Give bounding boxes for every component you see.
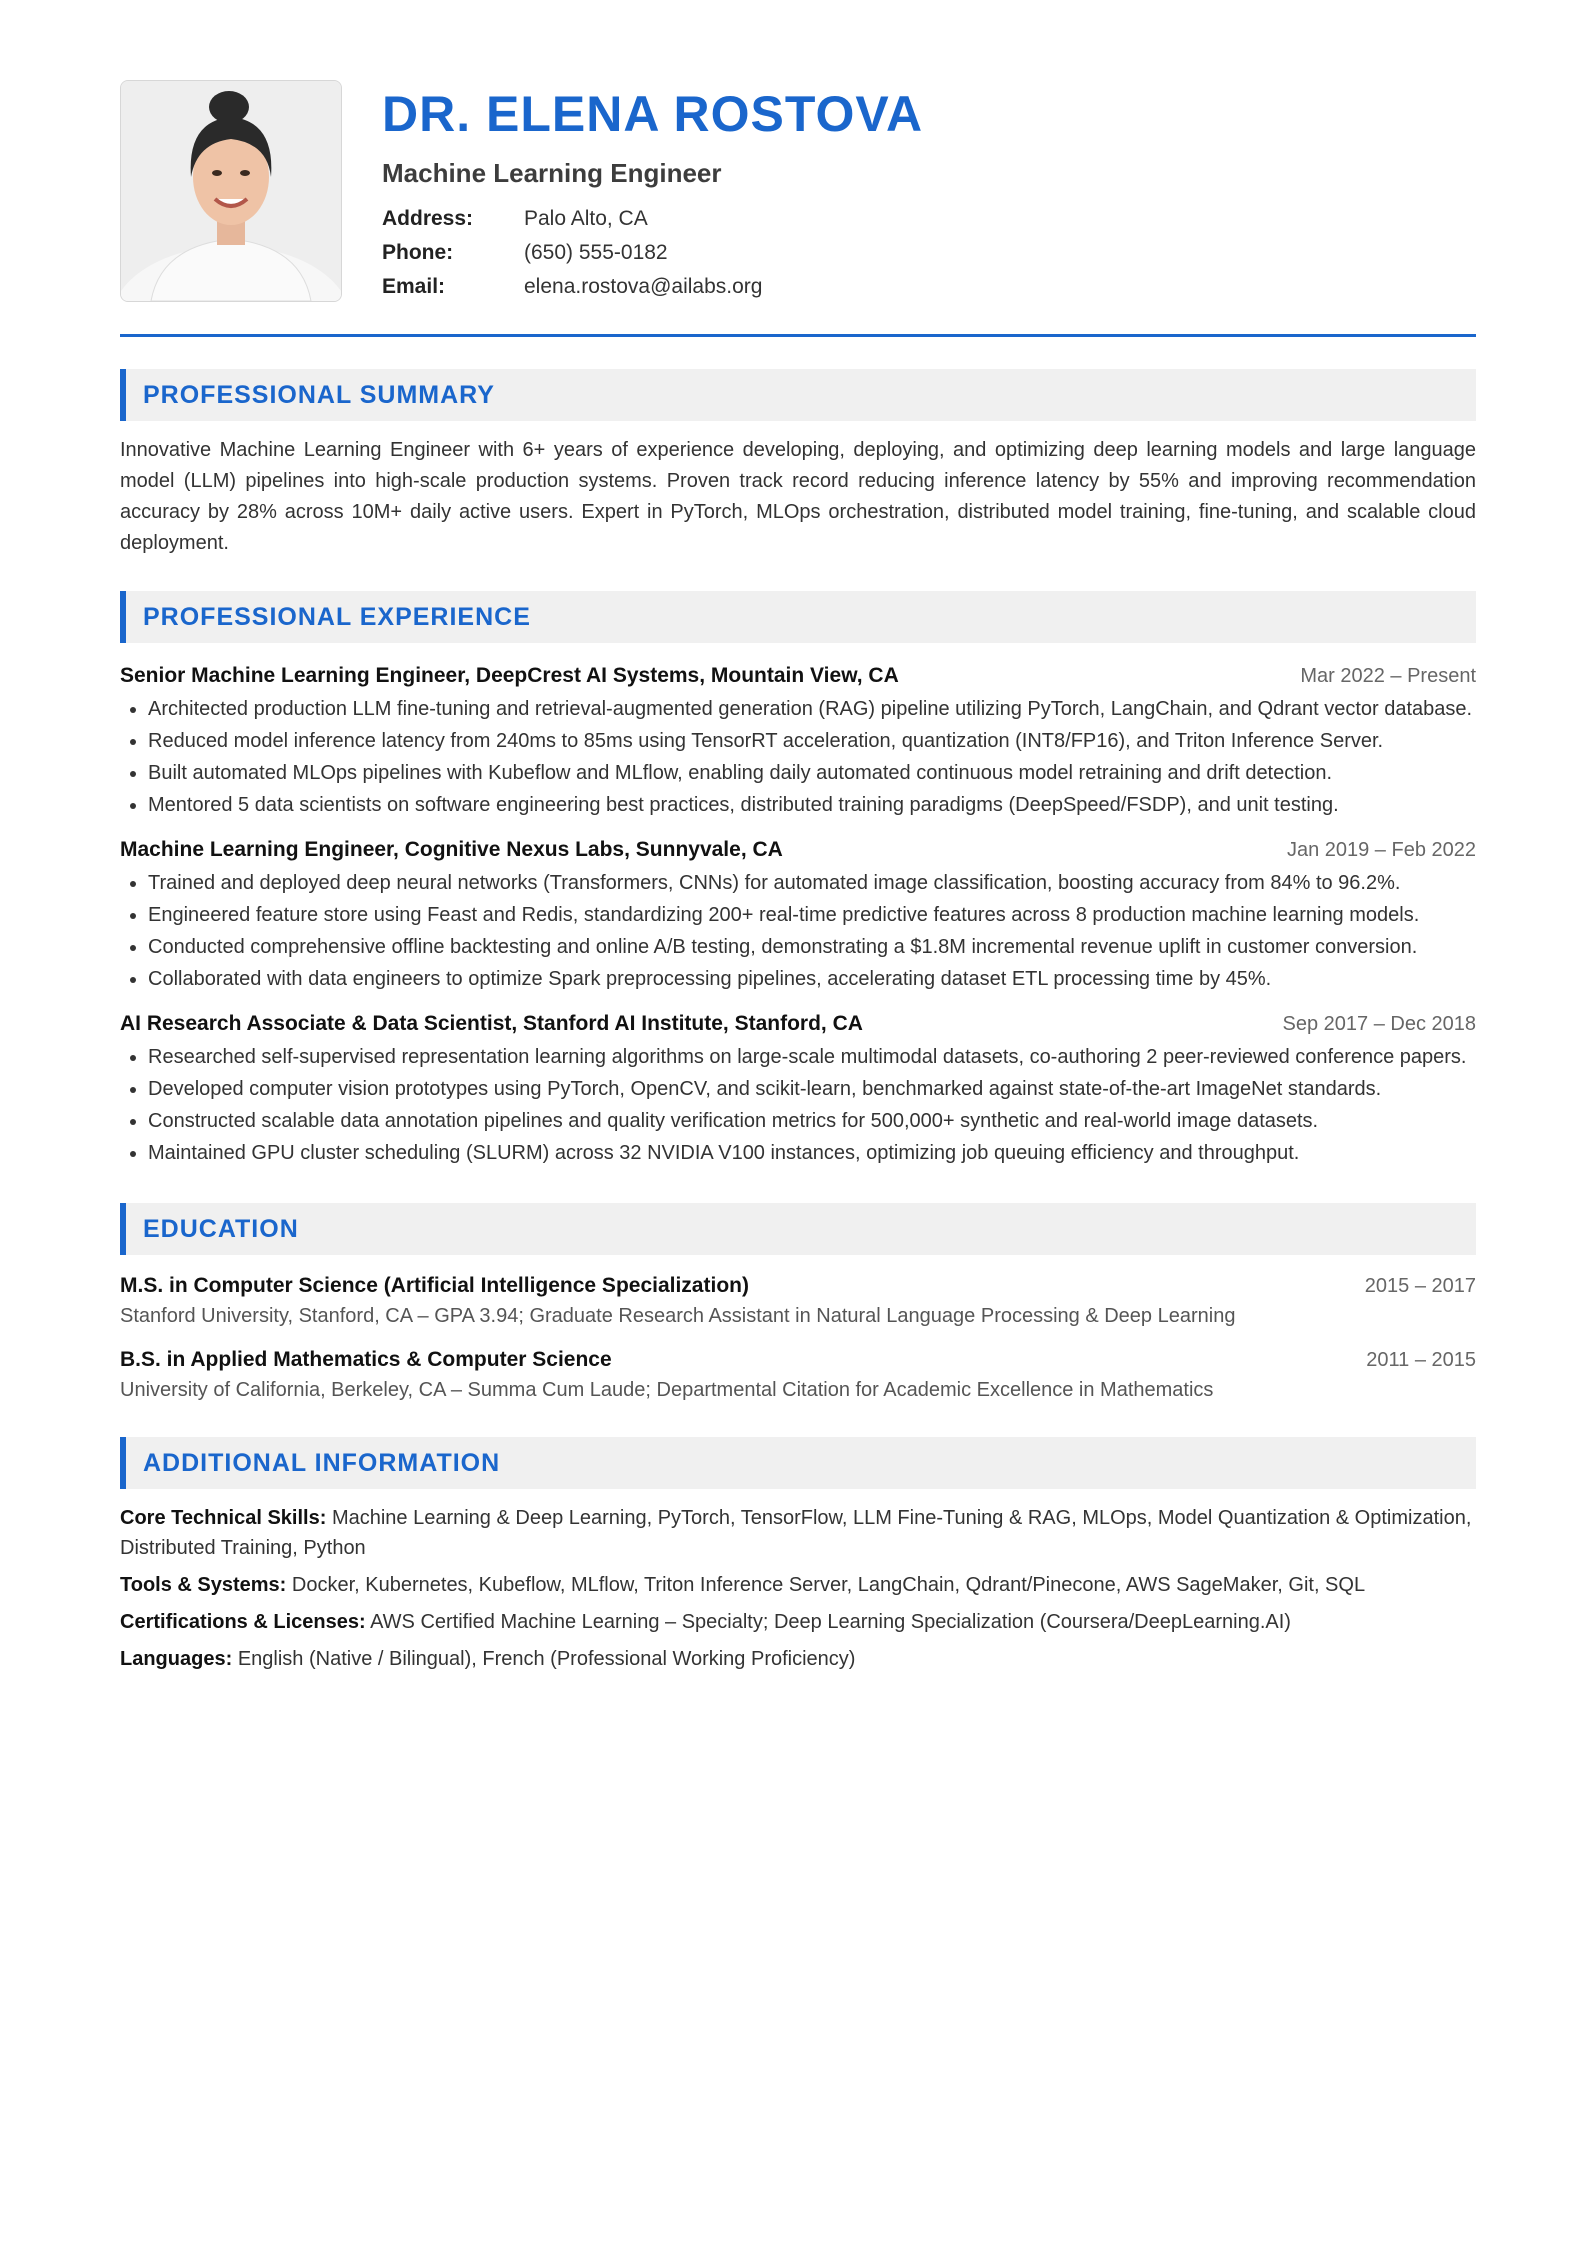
job-position: Senior Machine Learning Engineer, DeepCrest AI Systems, Mountain View, CA [120, 664, 899, 687]
job-title: Machine Learning Engineer [382, 158, 722, 188]
job-bullet: • Built automated MLOps pipelines with Kubeflow and MLflow, enabling daily automated continuous model retraining and drift detection. [148, 759, 1476, 787]
section-title: PROFESSIONAL SUMMARY [143, 380, 495, 409]
job-bullet: • Developed computer vision prototypes using PyTorch, OpenCV, and scikit-learn, benchmarked against state-of-the-art ImageNet standards. [148, 1075, 1476, 1103]
job-bullet: • Architected production LLM fine-tuning and retrieval-augmented generation (RAG) pipeline utilizing PyTorch, LangChain, and Qdrant vector database. [148, 695, 1476, 723]
job-header [120, 661, 1476, 691]
degree-title: B.S. in Applied Mathematics & Computer Science [120, 1348, 612, 1371]
education-entry [120, 1271, 1476, 1331]
resume-content [120, 80, 1476, 1681]
job-entry [120, 661, 1476, 819]
additional-value: Machine Learning & Deep Learning, PyTorch, TensorFlow, LLM Fine-Tuning & RAG, MLOps, Model Quantization & Optimization, Distributed Training, Python [120, 1507, 1472, 1559]
additional-label: Tools & Systems: [120, 1574, 287, 1596]
job-bullet: • Conducted comprehensive offline backtesting and online A/B testing, demonstrating a $1.8M incremental revenue uplift in customer conversion. [148, 933, 1476, 961]
job-bullets [120, 695, 1476, 819]
job-bullet: • Maintained GPU cluster scheduling (SLURM) across 32 NVIDIA V100 instances, optimizing job queuing efficiency and throughput. [148, 1139, 1476, 1167]
degree-title: M.S. in Computer Science (Artificial Intelligence Specialization) [120, 1274, 749, 1297]
contact-address [382, 202, 1476, 236]
job-bullets [120, 869, 1476, 993]
additional-value: Docker, Kubernetes, Kubeflow, MLflow, Triton Inference Server, LangChain, Qdrant/Pinecone, AWS SageMaker, Git, SQL [291, 1574, 1366, 1596]
header-text [382, 80, 1476, 304]
job-position: Machine Learning Engineer, Cognitive Nexus Labs, Sunnyvale, CA [120, 838, 783, 861]
job-bullet: • Researched self-supervised representation learning algorithms on large-scale multimodal datasets, co-authoring 2 peer-reviewed conference papers. [148, 1043, 1476, 1071]
email-link[interactable]: elena.rostova@ailabs.org [524, 275, 763, 298]
education-dates: 2015 – 2017 [1364, 1275, 1476, 1297]
section-header-summary [120, 369, 1476, 421]
additional-item-tools [120, 1570, 1476, 1600]
header-divider [120, 334, 1476, 337]
additional-label: Languages: [120, 1648, 233, 1670]
job-dates: Sep 2017 – Dec 2018 [1282, 1013, 1476, 1035]
job-bullet: • Collaborated with data engineers to optimize Spark preprocessing pipelines, accelerating dataset ETL processing time by 45%. [148, 965, 1476, 993]
contact-email [382, 270, 1476, 304]
job-position: AI Research Associate & Data Scientist, Stanford AI Institute, Stanford, CA [120, 1012, 863, 1035]
education-dates: 2011 – 2015 [1366, 1349, 1476, 1371]
education-detail: University of California, Berkeley, CA – Summa Cum Laude; Departmental Citation for Academic Excellence in Mathematics [120, 1379, 1214, 1401]
education-list [120, 1271, 1476, 1405]
additional-value: English (Native / Bilingual), French (Professional Working Proficiency) [237, 1648, 856, 1670]
job-bullet: • Trained and deployed deep neural networks (Transformers, CNNs) for automated image classification, boosting accuracy from 84% to 96.2%. [148, 869, 1476, 897]
additional-value: AWS Certified Machine Learning – Specialty; Deep Learning Specialization (Coursera/DeepLearning.AI) [370, 1611, 1291, 1633]
contact-value: Palo Alto, CA [524, 207, 648, 230]
section-header-education [120, 1203, 1476, 1255]
additional-label: Certifications & Licenses: [120, 1611, 366, 1633]
section-header-experience [120, 591, 1476, 643]
section-title: PROFESSIONAL EXPERIENCE [143, 602, 531, 631]
contact-label: Address: [382, 207, 474, 230]
job-entry [120, 1009, 1476, 1167]
job-dates: Mar 2022 – Present [1300, 665, 1476, 687]
experience-list [120, 661, 1476, 1167]
contact-phone [382, 236, 1476, 270]
additional-label: Core Technical Skills: [120, 1507, 327, 1529]
additional-item-certifications [120, 1607, 1476, 1637]
job-header [120, 835, 1476, 865]
candidate-name: DR. ELENA ROSTOVA [382, 86, 924, 142]
job-bullets [120, 1043, 1476, 1167]
job-bullet: • Mentored 5 data scientists on software engineering best practices, distributed training paradigms (DeepSpeed/FSDP), and unit testing. [148, 791, 1476, 819]
contact-label: Email: [382, 275, 446, 298]
resume-header [120, 80, 1476, 300]
job-entry [120, 835, 1476, 993]
job-bullet: • Engineered feature store using Feast and Redis, standardizing 200+ real-time predictive features across 8 production machine learning models. [148, 901, 1476, 929]
job-bullet: • Constructed scalable data annotation pipelines and quality verification metrics for 500,000+ synthetic and real-world image datasets. [148, 1107, 1476, 1135]
education-header [120, 1345, 1476, 1375]
education-header [120, 1271, 1476, 1301]
section-header-additional [120, 1437, 1476, 1489]
job-header [120, 1009, 1476, 1039]
education-entry [120, 1345, 1476, 1405]
job-dates: Jan 2019 – Feb 2022 [1286, 839, 1476, 861]
job-bullet: • Reduced model inference latency from 240ms to 85ms using TensorRT acceleration, quantization (INT8/FP16), and Triton Inference Server. [148, 727, 1476, 755]
section-title: ADDITIONAL INFORMATION [143, 1448, 501, 1477]
section-title: EDUCATION [143, 1214, 299, 1243]
contact-list [382, 202, 1476, 304]
profile-photo [120, 80, 342, 302]
education-detail: Stanford University, Stanford, CA – GPA 3.94; Graduate Research Assistant in Natural Language Processing & Deep Learning [120, 1305, 1236, 1327]
summary-text: Innovative Machine Learning Engineer with 6+ years of experience developing, deploying, and optimizing deep learning models and large language model (LLM) pipelines into high-scale production systems. Proven track record reducing inference latency by 55% and improving recommendation accuracy by 28% across 10M+ daily active users. Expert in PyTorch, MLOps orchestration, distributed model training, fine-tuning, and scalable cloud deployment. [120, 439, 1476, 554]
additional-item-skills [120, 1503, 1476, 1563]
additional-info-list [120, 1503, 1476, 1674]
additional-item-languages [120, 1644, 1476, 1674]
contact-label: Phone: [382, 241, 454, 264]
contact-value: (650) 555-0182 [524, 241, 668, 264]
